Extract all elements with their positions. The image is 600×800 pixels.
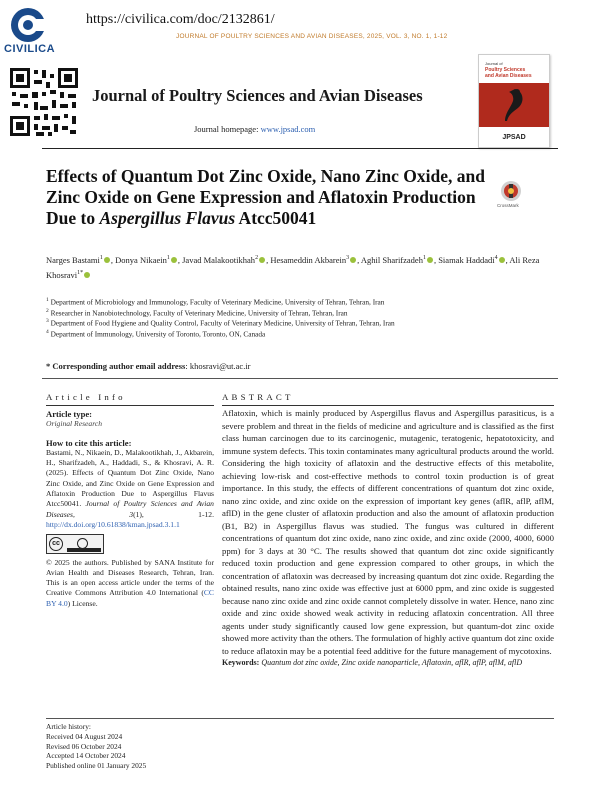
history-label: Article history: — [46, 722, 91, 731]
orcid-icon[interactable] — [499, 257, 505, 263]
article-type-value: Original Research — [46, 419, 103, 429]
author-name[interactable]: Hesameddin Akbarein — [270, 254, 347, 265]
crossmark-icon[interactable] — [500, 180, 522, 202]
civilica-logo-text: CIVILICA — [4, 43, 56, 55]
article-title-part2: Atcc50041 — [235, 208, 317, 228]
author-affiliation-number: 2 — [255, 255, 259, 261]
orcid-icon[interactable] — [259, 257, 265, 263]
orcid-icon[interactable] — [171, 257, 177, 263]
history-revised: Revised 06 October 2024 — [46, 741, 122, 751]
info-rule — [46, 405, 214, 406]
article-title-part1: Effects of Quantum Dot Zinc Oxide, Nano Zinc Oxide, and Zinc Oxide on Gene Expression and Aflatoxin Production Due to — [46, 166, 485, 228]
journal-cover-image — [478, 54, 550, 148]
cover-title-line2: and Avian Diseases — [485, 73, 532, 79]
cover-title-line1: Poultry Sciences — [485, 67, 526, 73]
author-name[interactable]: Donya Nikaein — [115, 254, 167, 265]
article-info-heading: Article Info — [46, 392, 126, 402]
affiliation-number: 1 — [46, 297, 49, 303]
license-text: © 2025 the authors. Published by SANA Institute for Avian Health and Diseases Research, Tehran, Iran. This is an open access article under the terms of the Creative Commons Attribution 4.0 International ( — [46, 557, 214, 598]
keywords — [222, 657, 554, 670]
author-affiliation-number: 1* — [77, 269, 84, 276]
author-name[interactable]: Narges Bastami — [46, 254, 100, 265]
homepage-label: Journal homepage: — [194, 124, 259, 134]
abstract-rule — [222, 405, 554, 406]
cc-by-badge-icon[interactable] — [46, 534, 104, 554]
corresponding-email[interactable]: : khosravi@ut.ac.ir — [185, 361, 251, 371]
affiliation-item — [46, 296, 556, 307]
affiliation-number: 2 — [46, 307, 49, 314]
orcid-icon[interactable] — [427, 257, 433, 263]
journal-homepage — [194, 124, 315, 134]
author-affiliation-number: 1 — [422, 255, 426, 261]
cover-red-band — [479, 83, 549, 127]
author-name[interactable]: Aghil Sharifzadeh — [360, 254, 423, 265]
author-list: Narges Bastami$^1$ , Donya Nikaein$^1$ , Javad Malakootikhah$^2$ , Hesameddin Akbarein$^3$ , Aghil Sharifzadeh$^1$ , Siamak Haddadi$^4$ , Ali Reza Khosravi$^{1*}$ — [46, 254, 540, 280]
affiliation-text: Department of Food Hygiene and Quality Control, Faculty of Veterinary Medicine, University of Tehran, Tehran, Iran — [50, 318, 395, 328]
affiliation-list — [46, 296, 556, 339]
cover-small-text: Journal of — [485, 61, 503, 66]
document-url[interactable]: https://civilica.com/doc/2132861/ — [86, 12, 275, 27]
cite-label: How to cite this article: — [46, 437, 132, 448]
abstract-text: Aflatoxin, which is mainly produced by Aspergillus flavus and Aspergillus parasiticus, is a severe problem and threat in the fields of medicine and agriculture and is classified as the first class human carcinogen due to its carcinogenic, mutagenic, teratogenic, hepatotoxicity, and immune system defects. This toxin contaminates many agricultural products around the world. Considering the high toxicity of aflatoxin and the destructive effects of this metabolite, achieving low-risk and cost-effective methods to control toxin production is of great importance. In this study, the effects of different concentrations of quantum dot zinc oxide, nano zinc oxide, and zinc oxide on the expression of important key genes (aflR, aflP, aflM, aflD) in the gene cluster of aflatoxin production and also the amount of aflatoxin production (B1, B2) in Aspergillus flavus was studied. The fungus was cultured in different concentrations of quantum dot zinc oxide, nano zinc oxide, and zinc oxide (2000, 4000, 6000 ppm) for 3 days at 30 °C. The results showed that quantum dot zinc oxide significantly reduced toxin production and gene expression compared to other groups, in which the concentration of aflatoxin was decreased by increasing quantum dot zinc oxide. Regarding the obtained results, nano zinc oxide was effective just at 6000 ppm, and zinc oxide is suggested because nano zinc oxide and zinc oxide cannot completely dissolve in water. Hence, nano zinc oxide and zinc oxide showed weak activity in reducing aflatoxin concentration. All three agents under study significantly caused low gene expression, but quantum-dot zinc oxide showed more activity than the others. The formulation of highly active quantum dot zinc oxide to reduce aflatoxin may be a potential feed additive for the future management of mycotoxins. — [222, 408, 555, 656]
author-affiliation-number: 3 — [346, 255, 350, 261]
history-accepted: Accepted 14 October 2024 — [46, 751, 126, 761]
author-item — [270, 255, 357, 265]
author-item — [438, 255, 505, 265]
citation-text: Bastami, N., Nikaein, D., Malakootikhah, J., Akbarein, H., Sharifzadeh, A., Haddadi, S., & Khosravi, A. R. (2025). Effects of Quantum Dot Zinc Oxide, Nano Zinc Oxide, and Zinc Oxide on Gene Expression and Aflatoxin Production Due to Aspergillus Flavus Atcc50041. — [46, 447, 214, 509]
orcid-icon[interactable] — [84, 272, 90, 278]
affiliation-item — [46, 317, 556, 328]
homepage-link[interactable]: www.jpsad.com — [260, 124, 316, 134]
header-divider — [42, 148, 558, 149]
section-divider — [42, 378, 558, 379]
affiliation-number: 3 — [46, 318, 49, 325]
affiliation-text: Department of Microbiology and Immunology, Faculty of Veterinary Medicine, University of Tehran, Tehran, Iran — [50, 297, 385, 307]
citation — [46, 448, 214, 530]
history-received: Received 04 August 2024 — [46, 731, 123, 741]
author-affiliation-number: 1 — [166, 255, 170, 261]
author-affiliation-number: 1 — [99, 255, 103, 261]
article-title — [46, 166, 486, 229]
author-item — [182, 255, 266, 265]
author-item — [46, 255, 111, 265]
journal-running-header: JOURNAL OF POULTRY SCIENCES AND AVIAN DISEASES, 2025, VOL. 3, NO. 1, 1-12 — [176, 33, 448, 40]
author-name[interactable]: Javad Malakootikhah — [182, 254, 256, 265]
corresponding-author — [46, 361, 251, 371]
article-title-italic: Aspergillus Flavus — [99, 208, 236, 228]
corresponding-label: * Corresponding author email address — [46, 361, 186, 371]
author-item — [115, 255, 178, 265]
crossmark-label: CrossMark — [497, 203, 519, 208]
article-type-label: Article type: — [46, 409, 93, 419]
cover-acronym: JPSAD — [479, 129, 549, 147]
author-name[interactable]: Ali Reza Khosravi — [46, 254, 540, 280]
qr-code-icon — [8, 66, 80, 138]
orcid-icon[interactable] — [104, 257, 110, 263]
keywords-label: Keywords: — [222, 658, 260, 667]
author-name[interactable]: Siamak Haddadi — [438, 254, 495, 265]
citation-doi-link[interactable]: http://dx.doi.org/10.61838/kman.jpsad.3.1.1 — [46, 519, 180, 529]
footer-divider — [46, 718, 554, 719]
affiliation-text: Researcher in Nanobiotechnology, Faculty of Veterinary Medicine, University of Tehran, Tehran, Iran — [50, 308, 348, 318]
author-item — [361, 255, 434, 265]
affiliation-item — [46, 328, 556, 339]
affiliation-item — [46, 307, 556, 318]
license-end: ) License. — [67, 598, 98, 608]
abstract-heading: ABSTRACT — [222, 392, 294, 402]
orcid-icon[interactable] — [350, 257, 356, 263]
cc-icon: cc — [49, 537, 63, 551]
license-link[interactable]: CC BY 4.0 — [46, 588, 214, 608]
history-published: Published online 01 January 2025 — [46, 761, 147, 771]
keywords-list: Quantum dot zinc oxide, Zinc oxide nanoparticle, Aflatoxin, aflR, aflP, aflM, aflD — [261, 658, 523, 667]
affiliation-text: Department of Immunology, University of Toronto, Toronto, ON, Canada — [50, 329, 266, 339]
author-affiliation-number: 4 — [494, 255, 498, 261]
citation-journal: Journal of Poultry Sciences and Avian Diseases, 3 — [46, 499, 214, 519]
article-info-column — [46, 409, 214, 609]
citation-pages: (1), 1-12. — [133, 509, 214, 519]
license-statement — [46, 558, 214, 609]
affiliation-number: 4 — [46, 328, 49, 335]
abstract-body — [222, 407, 554, 670]
article-history — [46, 722, 146, 771]
journal-title: Journal of Poultry Sciences and Avian Diseases — [92, 86, 423, 105]
